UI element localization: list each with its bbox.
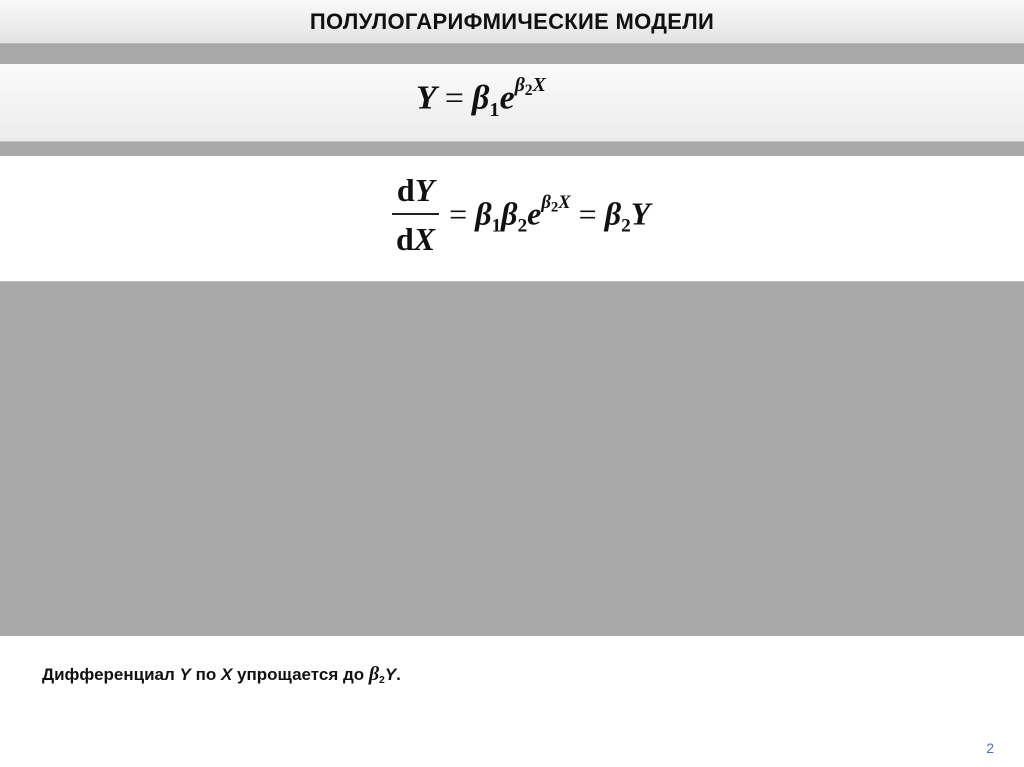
caption-part-2: по — [190, 665, 221, 684]
den-d: d — [396, 221, 414, 257]
eq2-beta-2-sub: 2 — [517, 215, 528, 237]
eq2-e: e — [527, 195, 542, 232]
num-var: Y — [414, 172, 435, 208]
caption-var-x: X — [220, 665, 233, 684]
separator-band — [0, 44, 1024, 64]
eq1-e: e — [499, 79, 515, 117]
separator-band — [0, 142, 1024, 156]
caption-var-y2: Y — [384, 665, 397, 684]
eq2-beta-3: β — [604, 195, 622, 232]
eq2-exponent — [541, 192, 571, 216]
fraction-denominator — [392, 215, 439, 258]
eq2-exp-beta: β — [541, 192, 551, 214]
eq1-exponent — [514, 74, 546, 99]
derivative-equation — [392, 172, 650, 258]
empty-content-area — [0, 282, 1024, 636]
eq2-equals-2: = — [578, 195, 597, 232]
eq2-beta-3-sub: 2 — [621, 215, 631, 237]
caption-part-3: упрощается до — [232, 665, 369, 684]
caption-beta-sub: 2 — [379, 675, 385, 687]
slide-title: ПОЛУЛОГАРИФМИЧЕСКИЕ МОДЕЛИ — [309, 9, 715, 34]
fraction-numerator — [392, 172, 439, 215]
eq1-equals: = — [444, 79, 464, 117]
eq2-beta-1: β — [475, 195, 492, 232]
caption-beta: β — [368, 663, 380, 685]
eq1-lhs: Y — [416, 79, 437, 117]
eq1-beta-sub: 1 — [489, 98, 500, 121]
caption-part-1: Дифференциал — [42, 665, 180, 684]
derivative-fraction — [392, 172, 439, 258]
model-equation — [416, 74, 546, 122]
eq2-exp-var: X — [558, 192, 571, 214]
eq1-beta: β — [471, 79, 490, 117]
num-d: d — [396, 172, 415, 208]
eq2-exp-sub: 2 — [550, 199, 559, 216]
caption-text — [42, 663, 401, 686]
derivative-rhs — [441, 192, 650, 237]
eq1-exp-var: X — [532, 74, 546, 96]
eq2-beta-1-sub: 1 — [491, 215, 502, 237]
den-var: X — [413, 221, 436, 257]
eq1-exp-beta: β — [514, 74, 525, 96]
eq2-rhs-var: Y — [630, 195, 651, 232]
page-number: 2 — [986, 740, 994, 756]
caption-end: . — [396, 665, 401, 684]
eq2-equals-1: = — [449, 195, 468, 232]
caption-var-y: Y — [179, 665, 191, 684]
notes-panel — [0, 636, 1024, 767]
eq1-exp-sub: 2 — [524, 81, 533, 99]
eq2-beta-2: β — [501, 195, 518, 232]
